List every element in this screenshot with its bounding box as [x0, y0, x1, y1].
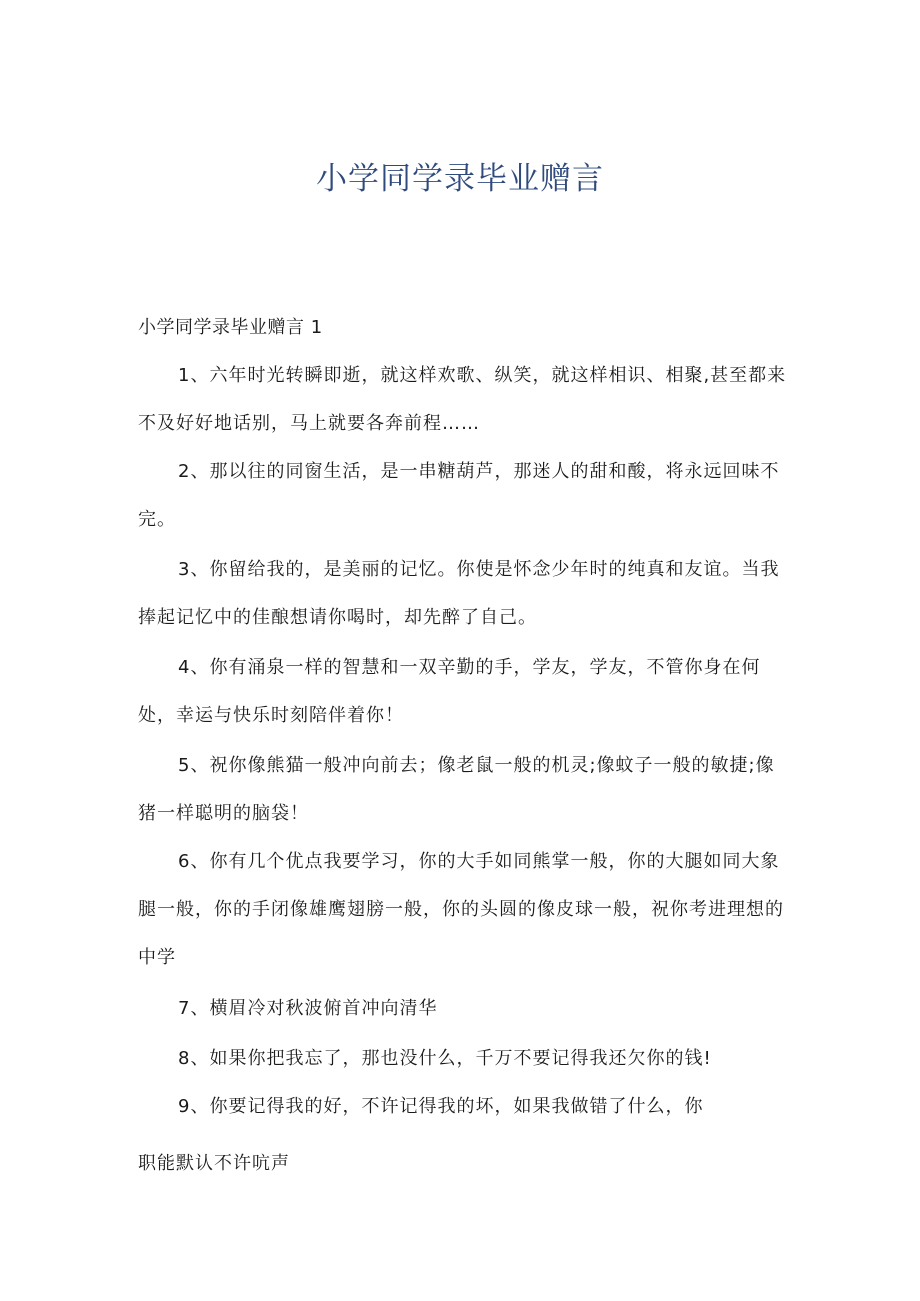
paragraph-9: 9、你要记得我的好，不许记得我的坏，如果我做错了什么，你	[178, 1096, 704, 1117]
paragraph-6: 6、你有几个优点我要学习，你的大手如同熊掌一般，你的大腿如同大象腿一般，你的手闭像雄鹰翅膀一般，你的头圆的像皮球一般，祝你考进理想的中学	[138, 851, 784, 968]
paragraph-4: 4、你有涌泉一样的智慧和一双辛勤的手，学友，学友，不管你身在何处，幸运与快乐时刻陪伴着你！	[138, 657, 761, 726]
paragraph-9-continuation: 职能默认不许吭声	[138, 1153, 290, 1174]
paragraph-5: 5、祝你像熊猫一般冲向前去；像老鼠一般的机灵;像蚊子一般的敏捷;像猪一样聪明的脑袋！	[138, 755, 775, 824]
paragraph-2: 2、那以往的同窗生活，是一串糖葫芦，那迷人的甜和酸，将永远回味不完。	[138, 461, 780, 530]
paragraph-7: 7、横眉冷对秋波俯首冲向清华	[178, 998, 438, 1019]
paragraph-3: 3、你留给我的，是美丽的记忆。你使是怀念少年时的纯真和友谊。当我捧起记忆中的佳酿想请你喝时，却先醉了自己。	[138, 559, 780, 628]
paragraph-8: 8、如果你把我忘了，那也没什么，千万不要记得我还欠你的钱!	[178, 1048, 712, 1069]
section-heading: 小学同学录毕业赠言 1	[138, 317, 323, 338]
document-title: 小学同学录毕业赠言	[316, 161, 604, 197]
paragraph-1: 1、六年时光转瞬即逝，就这样欢歌、纵笑，就这样相识、相聚,甚至都来不及好好地话别，马上就要各奔前程……	[138, 365, 787, 434]
